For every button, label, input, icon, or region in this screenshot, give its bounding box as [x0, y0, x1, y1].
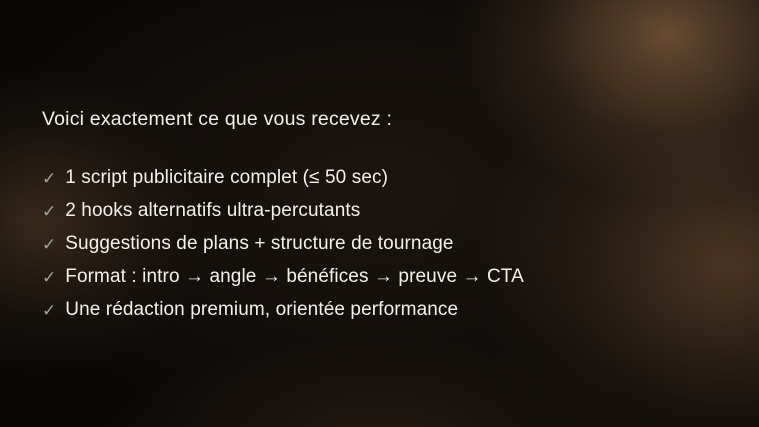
list-item-label: Suggestions de plans + structure de tournage [65, 232, 454, 254]
list-item [42, 264, 719, 291]
check-icon: ✓ [42, 267, 57, 287]
list-item [42, 198, 719, 225]
list-item-label: 1 script publicitaire complet (≤ 50 sec) [65, 167, 389, 188]
list-item [42, 297, 719, 324]
list-item [42, 165, 719, 192]
list-item-label: Format : intro → angle → bénéfices → preuve → CTA [65, 265, 524, 287]
list-item [42, 231, 719, 258]
page-title: Voici exactement ce que vous recevez : [42, 108, 393, 130]
check-icon: ✓ [42, 201, 57, 221]
check-icon: ✓ [42, 169, 57, 188]
list-item-label: Une rédaction premium, orientée performance [65, 298, 459, 320]
slide-content [42, 108, 719, 330]
benefits-list [42, 165, 719, 324]
check-icon: ✓ [42, 234, 57, 254]
check-icon: ✓ [42, 300, 57, 320]
list-item-label: 2 hooks alternatifs ultra-percutants [65, 199, 361, 221]
